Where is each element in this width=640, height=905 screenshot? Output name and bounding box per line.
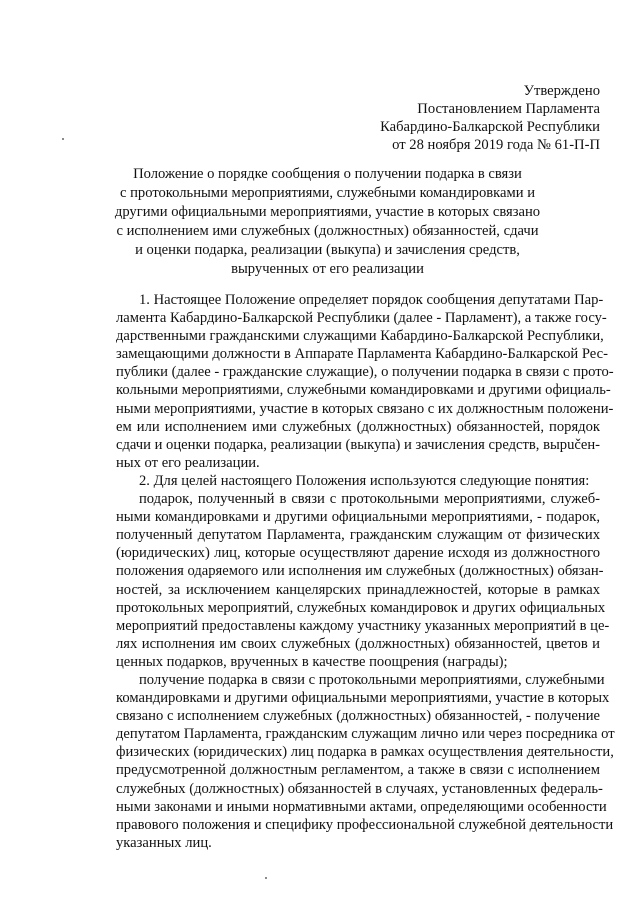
body-line: депутатом Парламента, гражданским служащим лично или через посредника от [116, 726, 615, 743]
body-line: ценных подарков, врученных в качестве поощрения (награды); [116, 653, 508, 670]
body-line: командировками и другими официальными мероприятиями, участие в которых [116, 690, 610, 707]
body-line: замещающими должности в Аппарате Парламента Кабардино-Балкарской Рес- [116, 346, 608, 363]
title-line: и оценки подарка, реализации (выкупа) и зачисления средств, [135, 242, 520, 258]
body-line: ностей, за исключением канцелярских принадлежностей, которые в рамках [116, 581, 600, 598]
body-line: ем или исполнением ими служебных (должностных) обязанностей, порядок [116, 418, 600, 435]
title-line: с протокольными мероприятиями, служебными командировками и [119, 185, 536, 201]
body-line: ными командировками и другими официальными мероприятиями, - подарок, [116, 509, 600, 526]
approval-stamp-block [340, 82, 600, 154]
body-line: 1. Настоящее Положение определяет порядок сообщения депутатами Пар- [139, 292, 604, 308]
body-line: ламента Кабардино-Балкарской Республики (далее - Парламент), а также госу- [116, 310, 607, 327]
body-line: ными мероприятиями, участие в которых связано с их должностным положени- [116, 400, 614, 417]
body-line: мероприятий предоставлены каждому участнику указанных мероприятий в це- [116, 617, 610, 634]
body-line: предусмотренной должностным регламентом, а также в связи с исполнением [116, 762, 600, 779]
body-line: положения одаряемого или исполнения им служебных (должностных) обязан- [116, 563, 604, 580]
scan-speck [62, 138, 64, 140]
approval-line: от 28 ноября 2019 года № 61-П-П [392, 137, 600, 153]
body-line: правового положения и специфику профессиональной служебной деятельности [116, 816, 614, 833]
approval-line: Кабардино-Балкарской Республики [380, 119, 600, 135]
body-line: протокольных мероприятий, служебных командировок и других официальных [116, 599, 606, 616]
body-line: сдачи и оценки подарка, реализации (выкупа) и зачисления средств, вырučен- [116, 436, 600, 453]
title-line: с исполнением ими служебных (должностных) обязанностей, сдачи [116, 223, 539, 239]
body-line: кольными мероприятиями, служебными командировками и другими официаль- [116, 382, 611, 399]
body-line: дарственными гражданскими служащими Кабардино-Балкарской Республики, [116, 328, 604, 345]
title-line: вырученных от его реализации [231, 261, 424, 277]
document-title [80, 165, 575, 279]
document-body [116, 291, 615, 852]
body-line: получение подарка в связи с протокольными мероприятиями, служебными [139, 671, 605, 688]
title-line: другими официальными мероприятиями, участие в которых связано [114, 204, 541, 220]
body-line: указанных лиц. [116, 834, 212, 851]
body-line: ных от его реализации. [116, 454, 260, 471]
body-line: публики (далее - гражданские служащие), о получении подарка в связи с прото- [116, 364, 614, 381]
approval-line: Утверждено [523, 83, 600, 99]
body-line: полученный депутатом Парламента, гражданским служащим от физических [116, 527, 600, 544]
body-line: лях исполнения им своих служебных (должностных) обязанностей, цветов и [116, 635, 600, 652]
body-line: связано с исполнением служебных (должностных) обязанностей, - получение [116, 708, 600, 725]
scan-speck [265, 877, 267, 879]
body-line: подарок, полученный в связи с протокольными мероприятиями, служеб- [139, 491, 600, 508]
body-line: (юридических) лиц, которые осуществляют дарение исходя из должностного [116, 545, 600, 562]
body-line: служебных (должностных) обязанностей в случаях, установленных федераль- [116, 780, 603, 797]
title-line: Положение о порядке сообщения о получении подарка в связи [133, 166, 522, 182]
body-line: ными законами и иными нормативными актами, определяющими особенности [116, 798, 607, 815]
approval-line: Постановлением Парламента [417, 101, 600, 117]
body-line: 2. Для целей настоящего Положения используются следующие понятия: [139, 472, 590, 489]
body-line: физических (юридических) лиц подарка в рамках осуществления деятельности, [116, 744, 614, 761]
